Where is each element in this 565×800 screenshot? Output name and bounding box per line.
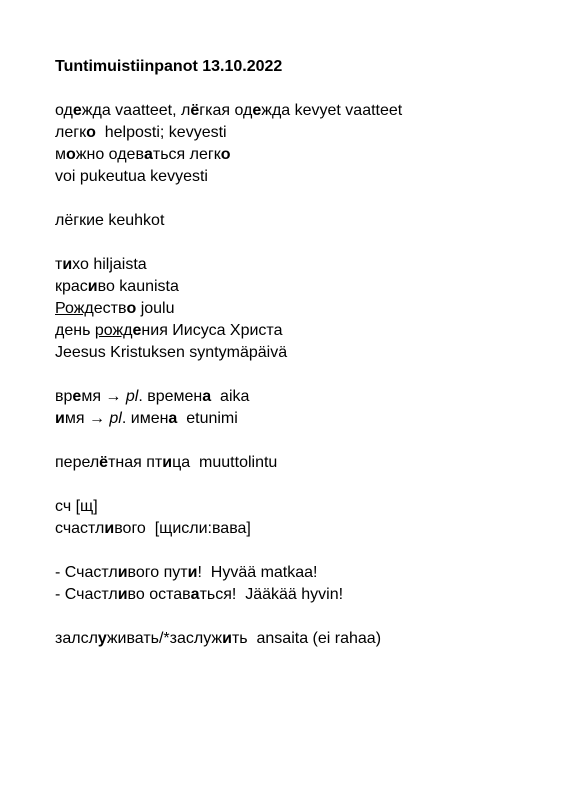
text-run: сч [щ] <box>55 498 98 515</box>
text-run: мя → <box>81 388 126 405</box>
text-run: счастл <box>55 520 105 537</box>
stressed-letter: е <box>72 102 82 119</box>
text-run: вого пут <box>127 564 188 581</box>
text-run: жно одев <box>75 146 144 163</box>
text-line <box>55 144 535 166</box>
text-line <box>55 100 535 122</box>
blank-line <box>55 606 535 628</box>
text-run: день <box>55 322 95 339</box>
text-run: живать/*заслуж <box>106 630 223 647</box>
text-run: жда kevyet vaatteet <box>261 102 403 119</box>
text-run: ца muuttolintu <box>172 454 278 471</box>
text-run: . времен <box>138 388 203 405</box>
text-run: - Счастл <box>55 564 118 581</box>
text-line <box>55 386 535 408</box>
text-line <box>55 342 535 364</box>
text-line <box>55 210 535 232</box>
text-run: во остав <box>127 586 191 603</box>
text-run: вого [щисли:вава] <box>114 520 251 537</box>
blank-line <box>55 188 535 210</box>
text-line <box>55 562 535 584</box>
text-run: легк <box>55 124 87 141</box>
italic-abbrev: pl <box>109 410 122 427</box>
text-run: крас <box>55 278 88 295</box>
text-run: т <box>55 256 63 273</box>
text-line <box>55 320 535 342</box>
text-run: helposti; kevyesti <box>95 124 227 141</box>
text-line <box>55 408 535 430</box>
notes-body <box>55 56 535 650</box>
stressed-letter: е <box>252 102 262 119</box>
text-line <box>55 518 535 540</box>
underlined-root: Рожд <box>55 300 94 317</box>
stressed-letter: и <box>104 520 115 537</box>
text-run: ться легк <box>152 146 221 163</box>
stressed-letter: а <box>168 410 178 427</box>
stressed-letter: о <box>86 124 96 141</box>
stressed-letter: а <box>190 586 200 603</box>
text-run: м <box>55 146 66 163</box>
underlined-root: рожд <box>94 322 133 339</box>
text-run: еств <box>93 300 127 317</box>
text-line <box>55 452 535 474</box>
blank-line <box>55 474 535 496</box>
blank-line <box>55 364 535 386</box>
stressed-letter: о <box>220 146 231 163</box>
stressed-letter: о <box>66 146 76 163</box>
text-run: . имен <box>121 410 169 427</box>
text-run: aika <box>211 388 250 405</box>
text-run: вр <box>55 388 73 405</box>
text-line <box>55 496 535 518</box>
stressed-letter: и <box>117 564 128 581</box>
stressed-letter: и <box>87 278 98 295</box>
text-run: etunimi <box>177 410 238 427</box>
text-run: мя → <box>64 410 110 427</box>
text-line <box>55 254 535 276</box>
stressed-letter: а <box>202 388 212 405</box>
stressed-letter: и <box>162 454 173 471</box>
blank-line <box>55 540 535 562</box>
text-line <box>55 584 535 606</box>
stressed-letter: е <box>132 322 142 339</box>
text-line <box>55 276 535 298</box>
text-run: лёгкие keuhkot <box>55 212 165 229</box>
text-run: гкая од <box>199 102 253 119</box>
text-run: ! Hyvää matkaa! <box>197 564 318 581</box>
text-run: хо hiljaista <box>72 256 147 273</box>
text-run: од <box>55 102 73 119</box>
stressed-letter: и <box>222 630 232 647</box>
text-line <box>55 166 535 188</box>
text-run: - Счастл <box>55 586 118 603</box>
notes-lines <box>55 100 535 650</box>
stressed-letter: ё <box>190 102 200 119</box>
stressed-letter: и <box>62 256 73 273</box>
text-run: ть ansaita (ei rahaa) <box>231 630 382 647</box>
text-run: перел <box>55 454 100 471</box>
stressed-letter: а <box>143 146 153 163</box>
text-run: во kaunista <box>97 278 179 295</box>
text-run: joulu <box>136 300 175 317</box>
text-run: залсл <box>55 630 98 647</box>
blank-line <box>55 430 535 452</box>
text-run: Jeesus Kristuksen syntymäpäivä <box>55 344 288 361</box>
text-run: жда vaatteet, л <box>81 102 191 119</box>
stressed-letter: и <box>55 410 65 427</box>
text-run: voi pukeutua kevyesti <box>55 168 208 185</box>
text-line <box>55 122 535 144</box>
stressed-letter: е <box>72 388 82 405</box>
stressed-letter: и <box>187 564 198 581</box>
stressed-letter: ё <box>99 454 109 471</box>
stressed-letter: у <box>97 630 107 647</box>
text-run: ться! Jääkää hyvin! <box>199 586 344 603</box>
blank-line <box>55 232 535 254</box>
italic-abbrev: pl <box>125 388 139 405</box>
stressed-letter: и <box>117 586 128 603</box>
text-line <box>55 628 535 650</box>
stressed-letter: о <box>126 300 137 317</box>
page-title: Tuntimuistiinpanot 13.10.2022 <box>55 58 283 75</box>
text-line <box>55 298 535 320</box>
text-run: тная пт <box>108 454 163 471</box>
text-run: ния Иисуса Христа <box>141 322 283 339</box>
